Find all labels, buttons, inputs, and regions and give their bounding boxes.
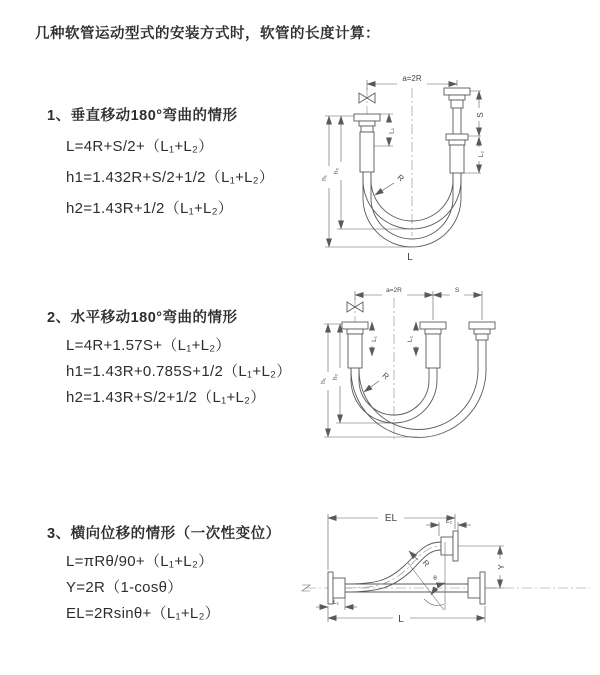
diagram-horizontal-180-bend [312, 280, 600, 465]
dim-label-r: R [380, 370, 391, 382]
dim-label-y: Y [497, 564, 506, 570]
page-title: 几种软管运动型式的安装方式时，软管的长度计算： [35, 26, 380, 42]
dim-label-el: EL [384, 513, 398, 524]
left-fitting [342, 322, 368, 368]
dim-label-r: R [420, 558, 432, 569]
dimension-a2r [355, 287, 482, 320]
braid-section [360, 132, 374, 172]
right-fitting-upper-position [444, 88, 470, 134]
dim-label-l1: L₁ [333, 599, 339, 606]
right-fitting-lower-position [446, 134, 468, 173]
formula-line: Y=2R（1-cosθ） [66, 579, 183, 596]
dim-label-l2: L₂ [407, 335, 414, 343]
formula-line: L=4R+1.57S+（L₁+L₂） [66, 337, 231, 354]
dim-label-l2: L₂ [478, 150, 485, 158]
dim-label-l1: L₁ [388, 128, 396, 134]
dim-label-s: S [476, 112, 485, 118]
dim-label-h2: h₂ [332, 373, 339, 381]
formula-line: h1=1.43R+0.785S+1/2（L₁+L₂） [66, 363, 292, 380]
dimension-s [468, 91, 485, 136]
formula-line: h1=1.432R+S/2+1/2（L₁+L₂） [66, 169, 275, 186]
braid-section [426, 334, 440, 368]
dimension-s [433, 287, 482, 295]
diagram-lateral-displacement [298, 498, 598, 643]
dimension-a2r [367, 74, 457, 90]
dim-label-a2r: a=2R [402, 74, 422, 83]
middle-fitting-position-1 [420, 322, 446, 368]
dim-label-l1: L₁ [371, 336, 378, 342]
dimension-l2 [407, 322, 416, 356]
angle-theta [408, 542, 445, 610]
dim-label-s: S [454, 287, 460, 294]
right-fitting-position-2 [469, 322, 495, 340]
section-2-heading: 2、水平移动180°弯曲的情形 [47, 310, 238, 326]
section-3-heading: 3、横向位移的情形（一次性变位） [47, 526, 281, 542]
formula-line: h2=1.43R+S/2+1/2（L₁+L₂） [66, 389, 266, 406]
section-lateral-displacement [47, 522, 281, 627]
formula-line: h2=1.43R+1/2（L₁+L₂） [66, 200, 234, 217]
braid-section [450, 145, 464, 173]
dim-label-h2: h₂ [333, 167, 340, 175]
formula-line: L=4R+S/2+（L₁+L₂） [66, 138, 214, 155]
dimension-l2 [464, 137, 485, 173]
radius-callout [375, 173, 406, 195]
left-fitting [354, 114, 380, 172]
section-horizontal-180 [47, 306, 292, 411]
dimension-l2 [426, 518, 471, 536]
dim-label-l2: L₂ [445, 518, 453, 525]
braid-section [348, 334, 362, 368]
dim-label-l: L [398, 614, 404, 625]
diagram-vertical-180-bend [305, 68, 575, 268]
dimension-l [328, 606, 485, 625]
dim-label-h1: h₁ [321, 175, 328, 181]
formula-line: EL=2Rsinθ+（L₁+L₂） [66, 605, 220, 622]
centerlines [355, 298, 394, 442]
displaced-position-hose [345, 531, 458, 592]
section-1-heading: 1、垂直移动180°弯曲的情形 [47, 108, 238, 124]
dim-label-a2r: a=2R [386, 287, 402, 294]
formula-line: L=πRθ/90+（L₁+L₂） [66, 553, 214, 570]
dim-label-r: R [395, 172, 406, 184]
radius-callout [409, 551, 431, 569]
dim-label-h1: h₁ [320, 378, 327, 384]
dimension-l1 [371, 322, 378, 356]
section-vertical-180 [47, 104, 274, 224]
radius-callout [364, 371, 391, 392]
dim-label-theta: θ [433, 575, 437, 582]
dim-label-l: L [407, 252, 413, 263]
dimension-el [328, 513, 455, 570]
